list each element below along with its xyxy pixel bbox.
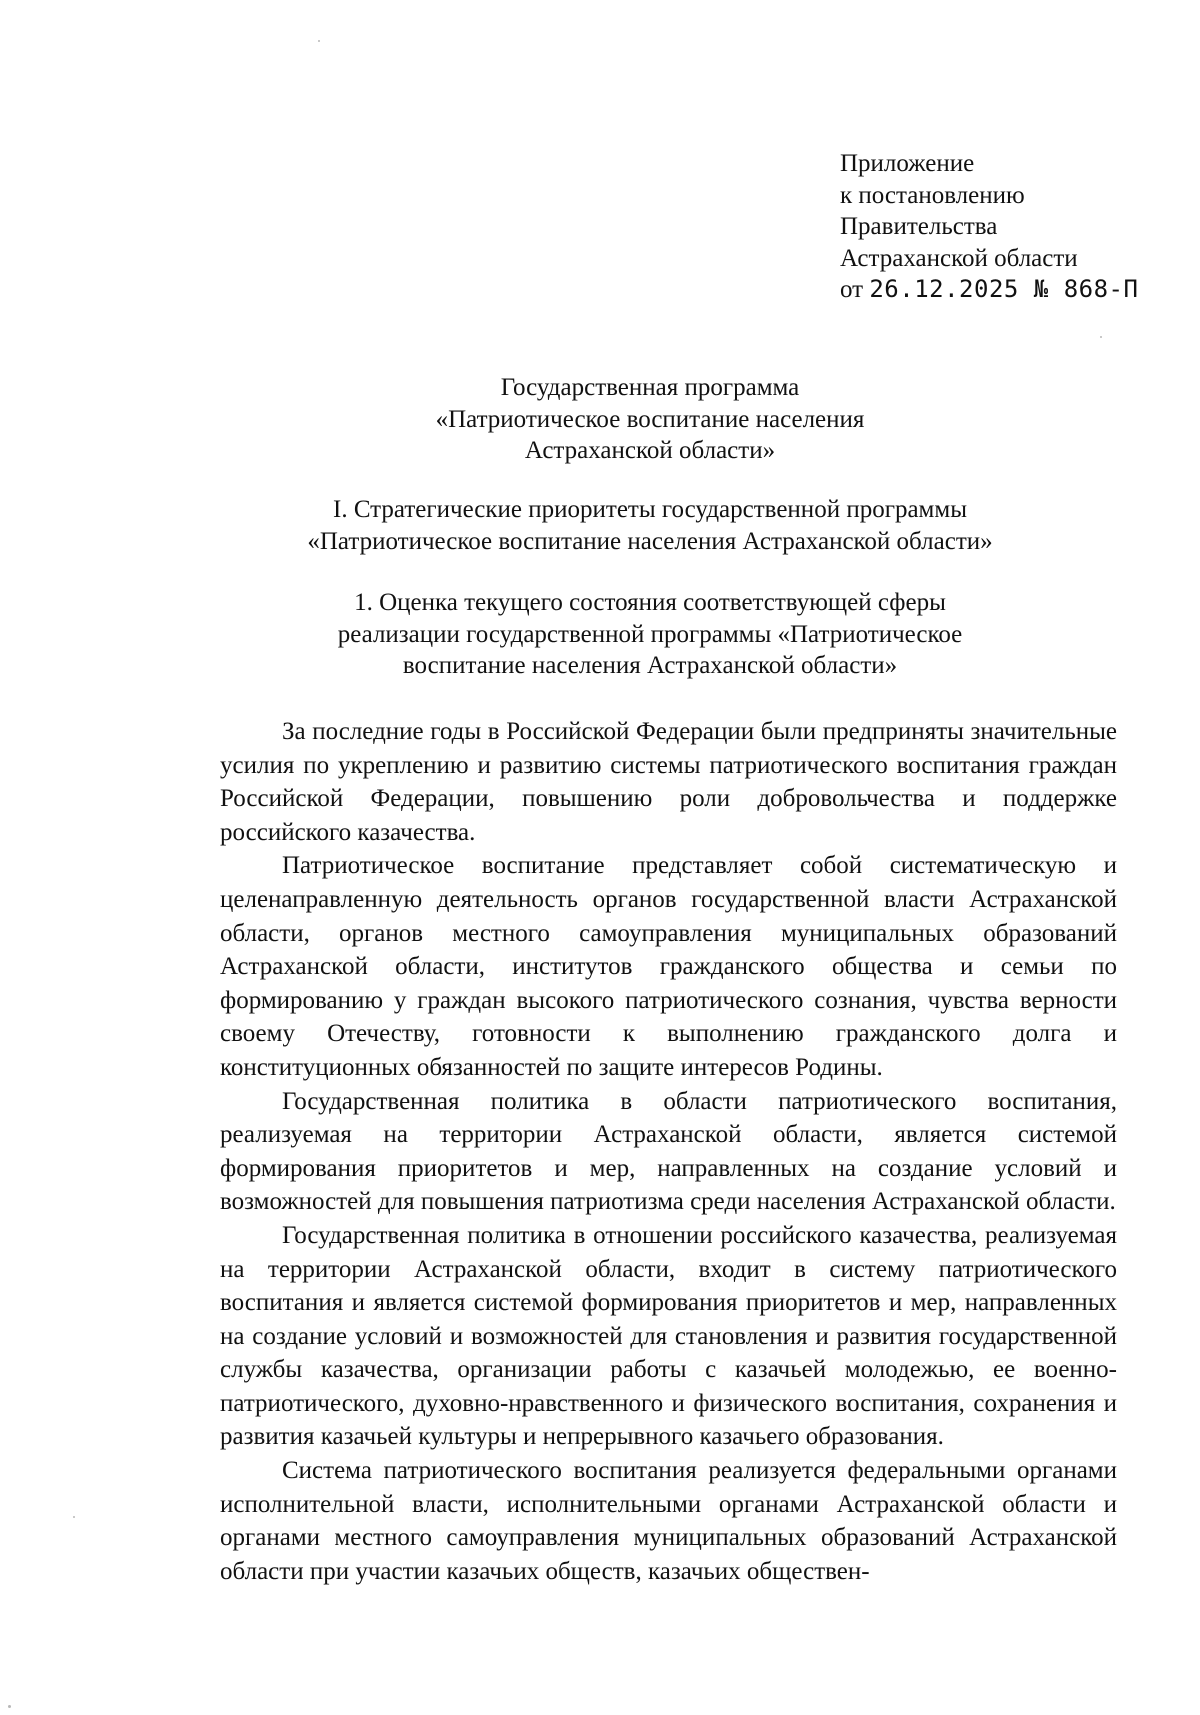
scan-speck — [1100, 336, 1102, 338]
subsection-title — [150, 587, 1150, 682]
section-title-line: «Патриотическое воспитание населения Астраханской области» — [307, 527, 993, 555]
appendix-line: Астраханской области — [840, 244, 1078, 272]
body-text — [220, 715, 1117, 1588]
scan-speck — [8, 1705, 11, 1708]
program-title — [150, 372, 1150, 467]
scan-speck — [318, 40, 320, 42]
subsection-title-line: реализации государственной программы «Патриотическое — [337, 620, 963, 648]
body-paragraph: Патриотическое воспитание представляет собой систематическую и целенаправленную деятельность органов государственной власти Астраханской области, органов местного самоуправления муниципальных образований Астраханской области, институтов гражданского общества и семьи по формированию у граждан высокого патриотического сознания, чувства верности своему Отечеству, готовности к выполнению гражданского долга и конституционных обязанностей по защите интересов Родины. — [220, 852, 1117, 1081]
section-title — [150, 494, 1150, 557]
program-title-line: Астраханской области» — [524, 437, 776, 464]
body-paragraph: Государственная политика в области патриотического воспитания, реализуемая на территории Астраханской области, является системой формирования приоритетов и мер, направленных на создание условий и возможностей для повышения патриотизма среди населения Астраханской области. — [220, 1087, 1117, 1216]
subsection-title-line: 1. Оценка текущего состояния соответствующей сферы — [354, 589, 946, 616]
section-title-line: I. Стратегические приоритеты государственной программы — [333, 496, 967, 523]
program-title-line: «Патриотическое воспитание населения — [435, 405, 865, 433]
appendix-date-prefix: от — [840, 276, 864, 303]
scan-speck — [73, 1516, 75, 1518]
body-paragraph: За последние годы в Российской Федерации были предприняты значительные усилия по укреплению и развитию системы патриотического воспитания граждан Российской Федерации, повышению роли добровольчества и поддержке российского казачества. — [220, 718, 1117, 846]
body-paragraph: Система патриотического воспитания реализуется федеральными органами исполнительной власти, исполнительными органами Астраханской области и органами местного самоуправления муниципальных образований Астраханской области при участии казачьих обществ, казачьих обществен- — [220, 1457, 1117, 1585]
appendix-block — [840, 148, 1138, 306]
appendix-line: к постановлению — [840, 181, 1025, 209]
appendix-date-line — [840, 274, 1138, 306]
subsection-title-line: воспитание населения Астраханской области» — [402, 652, 898, 679]
appendix-line: Приложение — [840, 150, 975, 177]
body-paragraph: Государственная политика в отношении российского казачества, реализуемая на территории Астраханской области, входит в систему патриотического воспитания и является системой формирования приоритетов и мер, направленных на создание условий и возможностей для становления и развития государственной службы казачества, организации работы с казачьей молодежью, ее военно-патриотического, духовно-нравственного и физического воспитания, сохранения и развития казачьей культуры и непрерывного казачьего образования. — [220, 1221, 1117, 1451]
appendix-date-number: 26.12.2025 № 868-П — [869, 275, 1139, 303]
appendix-line: Правительства — [840, 213, 998, 240]
program-title-line: Государственная программа — [500, 374, 800, 401]
